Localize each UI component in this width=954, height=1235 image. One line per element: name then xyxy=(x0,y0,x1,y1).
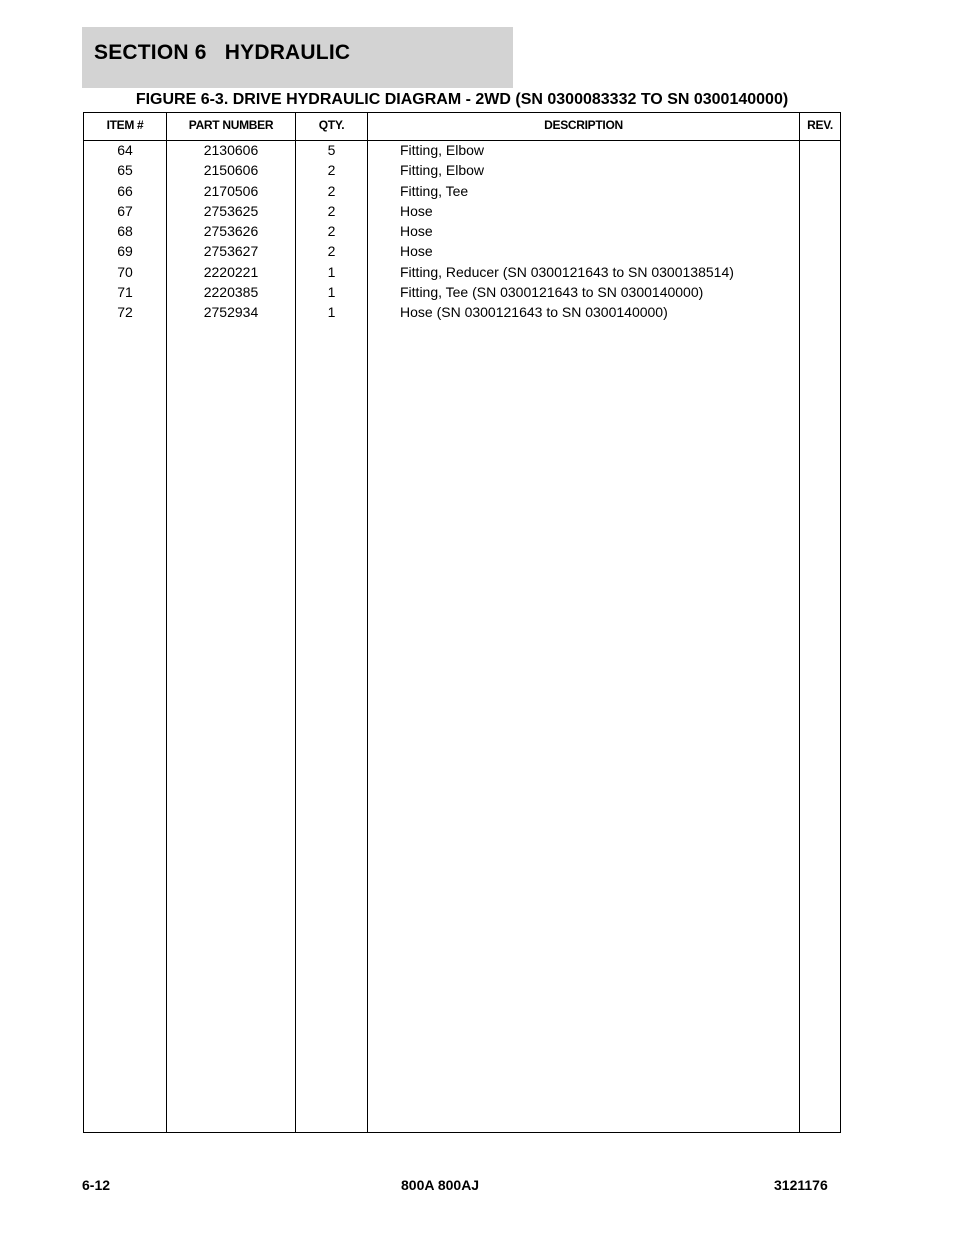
table-row xyxy=(84,221,840,241)
description: Hose xyxy=(400,202,433,219)
parts-table xyxy=(83,112,841,1133)
item-number: 68 xyxy=(117,223,133,239)
item-number: 67 xyxy=(117,202,133,219)
description: Fitting, Tee xyxy=(400,182,469,199)
quantity: 2 xyxy=(327,223,336,239)
table-row xyxy=(84,201,840,221)
item-number: 72 xyxy=(117,304,133,320)
table-row xyxy=(84,160,840,180)
part-number: 2753625 xyxy=(203,202,259,219)
document-number: 3121176 xyxy=(774,1177,828,1193)
section-title: SECTION 6 HYDRAULIC xyxy=(94,41,351,64)
description: Fitting, Elbow xyxy=(400,142,485,158)
quantity: 2 xyxy=(327,243,336,260)
column-header-part-number: PART NUMBER xyxy=(188,118,274,132)
description: Hose xyxy=(400,223,433,239)
quantity: 1 xyxy=(327,263,336,280)
column-header-description: DESCRIPTION xyxy=(544,118,623,132)
part-number: 2130606 xyxy=(203,142,259,158)
description: Fitting, Reducer (SN 0300121643 to SN 0300138514) xyxy=(400,263,734,280)
table-row xyxy=(84,302,840,322)
quantity: 5 xyxy=(327,142,336,158)
part-number: 2753626 xyxy=(203,223,259,239)
figure-title: FIGURE 6-3. DRIVE HYDRAULIC DIAGRAM - 2WD (SN 0300083332 TO SN 0300140000) xyxy=(135,91,789,108)
quantity: 2 xyxy=(327,182,336,199)
model-label: 800A 800AJ xyxy=(401,1177,480,1193)
description: Hose xyxy=(400,243,433,260)
item-number: 71 xyxy=(117,283,133,300)
page-number: 6-12 xyxy=(82,1177,111,1193)
part-number: 2220221 xyxy=(203,263,259,280)
item-number: 66 xyxy=(117,182,133,199)
column-header-rev: REV. xyxy=(807,118,833,132)
column-header-item: ITEM # xyxy=(106,118,144,132)
table-row xyxy=(84,181,840,201)
part-number: 2220385 xyxy=(203,283,259,300)
section-banner xyxy=(82,27,513,88)
description: Fitting, Tee (SN 0300121643 to SN 0300140000) xyxy=(400,283,704,300)
column-header-qty: QTY. xyxy=(318,118,345,132)
item-number: 70 xyxy=(117,263,133,280)
table-row xyxy=(84,262,840,282)
table-header-row xyxy=(84,113,840,141)
part-number: 2752934 xyxy=(203,304,259,320)
item-number: 69 xyxy=(117,243,133,260)
table-row xyxy=(84,241,840,261)
part-number: 2753627 xyxy=(203,243,259,260)
table-row xyxy=(84,140,840,160)
quantity: 1 xyxy=(327,283,336,300)
quantity: 2 xyxy=(327,202,336,219)
part-number: 2170506 xyxy=(203,182,259,199)
item-number: 65 xyxy=(117,162,133,179)
quantity: 1 xyxy=(327,304,336,320)
quantity: 2 xyxy=(327,162,336,179)
description: Fitting, Elbow xyxy=(400,162,485,179)
description: Hose (SN 0300121643 to SN 0300140000) xyxy=(400,304,668,320)
table-row xyxy=(84,282,840,302)
item-number: 64 xyxy=(117,142,133,158)
part-number: 2150606 xyxy=(203,162,259,179)
table-body xyxy=(84,140,840,322)
